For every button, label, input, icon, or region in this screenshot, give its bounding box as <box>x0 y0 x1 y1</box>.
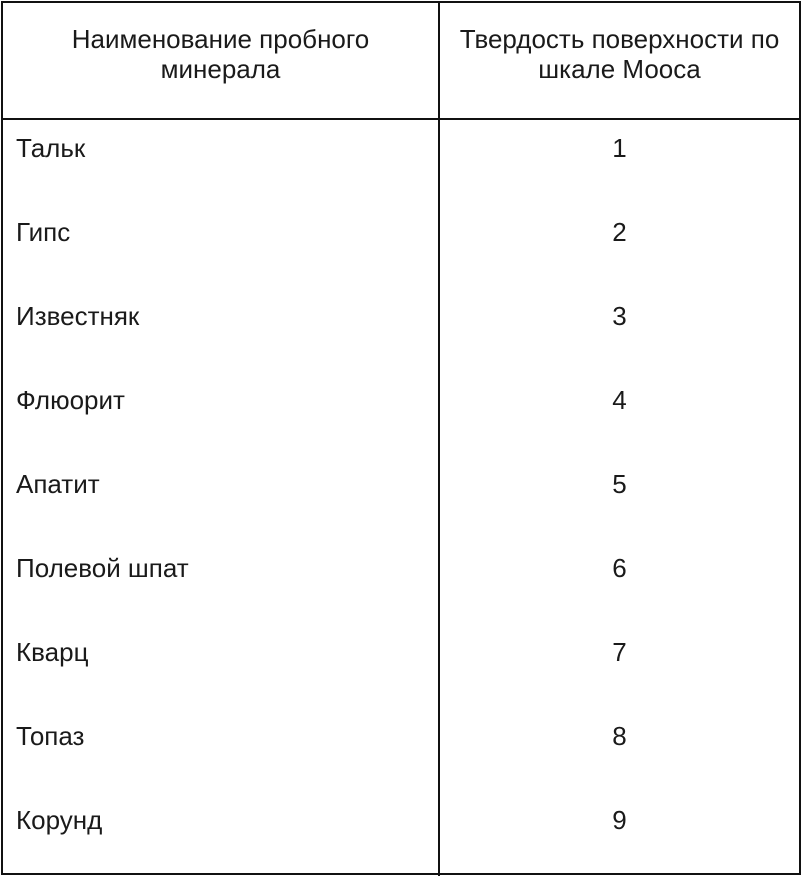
mineral-name-cell: Гипс <box>3 204 440 288</box>
hardness-value-cell: 7 <box>612 637 627 667</box>
header-hardness <box>440 3 799 120</box>
hardness-value-cell: 5 <box>612 469 627 499</box>
mohs-hardness-table <box>1 1 801 875</box>
mineral-name-cell: Топаз <box>3 708 440 792</box>
hardness-value-cell: 3 <box>612 301 627 331</box>
hardness-value-cell: 9 <box>612 805 627 835</box>
mineral-name-cell: Полевой шпат <box>3 540 440 624</box>
hardness-value-cell: 2 <box>612 217 627 247</box>
hardness-value-cell: 8 <box>612 721 627 751</box>
mineral-name-cell: Тальк <box>3 120 440 204</box>
mineral-name-cell: Флюорит <box>3 372 440 456</box>
hardness-value-cell: 1 <box>612 133 627 163</box>
hardness-value-cell: 6 <box>612 553 627 583</box>
header-mineral-name <box>3 3 440 120</box>
mineral-name-cell: Кварц <box>3 624 440 708</box>
header-mineral-name-label: Наименование пробного минерала <box>71 23 370 84</box>
header-hardness-label: Твердость поверхности по шкале Мооса <box>459 23 780 84</box>
mineral-name-cell: Известняк <box>3 288 440 372</box>
hardness-value-cell: 4 <box>612 385 627 415</box>
mineral-name-cell: Апатит <box>3 456 440 540</box>
mineral-name-cell: Корунд <box>3 792 440 876</box>
